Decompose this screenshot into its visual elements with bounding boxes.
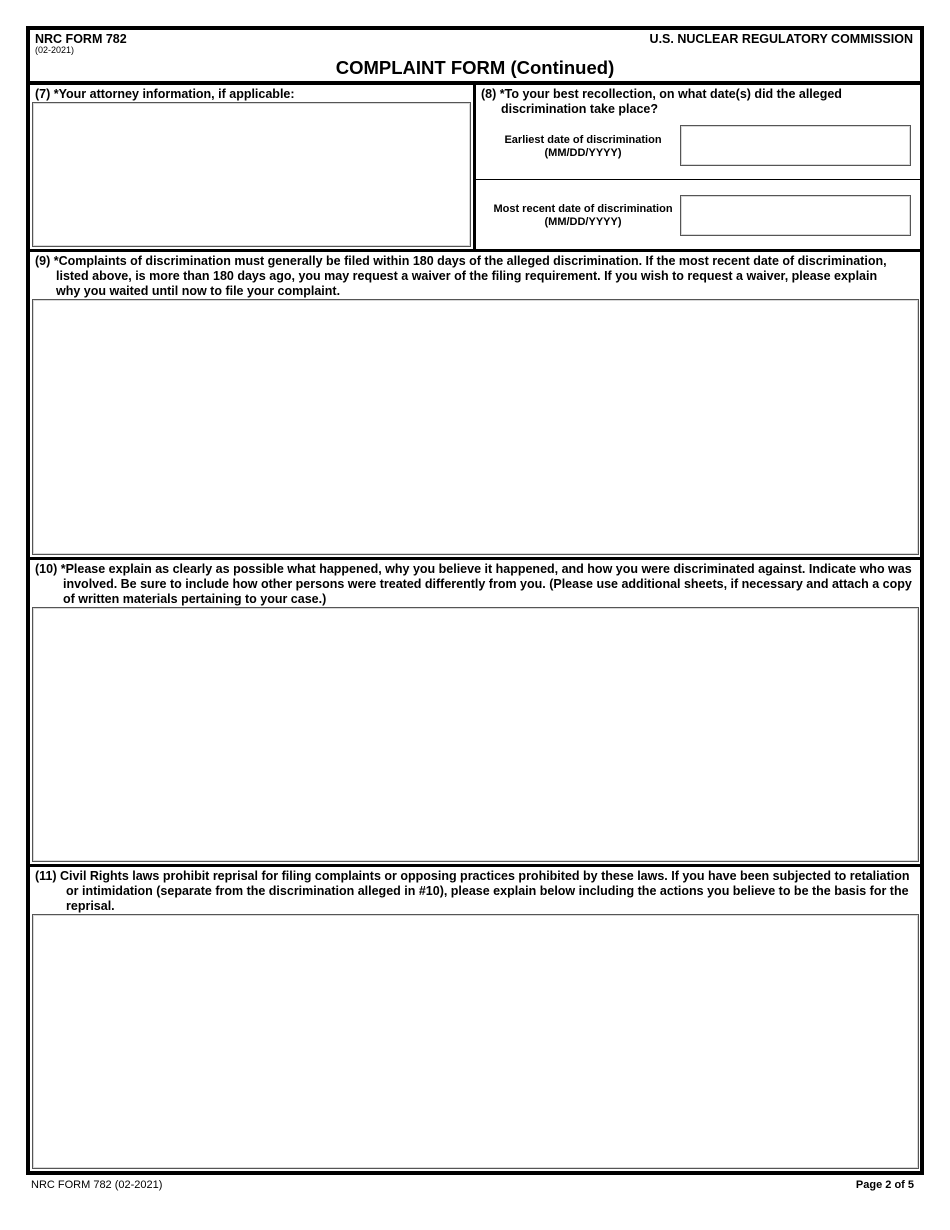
question-9-line2: listed above, is more than 180 days ago, you may request a waiver of the filing requirement. If you wish to request a waiver, please explain: [56, 269, 878, 283]
question-11: [35, 869, 921, 914]
waiver-explanation-field[interactable]: [32, 299, 919, 555]
question-7-text: *Your attorney information, if applicable:: [53, 87, 295, 101]
section-divider-11: [26, 864, 924, 867]
question-10: [35, 562, 921, 607]
recent-date-label-line2: (MM/DD/YYYY): [544, 216, 622, 228]
form-title: COMPLAINT FORM (Continued): [335, 57, 615, 78]
reprisal-explanation-field[interactable]: [32, 914, 919, 1169]
column-divider: [473, 83, 476, 251]
recent-date-label-line1: Most recent date of discrimination: [493, 203, 673, 215]
question-8-line2: discrimination take place?: [501, 102, 658, 116]
date-divider: [475, 179, 924, 180]
footer-form-id: NRC FORM 782 (02-2021): [31, 1179, 163, 1191]
question-11-line1: Civil Rights laws prohibit reprisal for filing complaints or opposing practices prohibited by these laws. If you have been subjected to retaliation: [60, 869, 910, 883]
recent-date-field[interactable]: [680, 195, 911, 236]
attorney-info-field[interactable]: [32, 102, 471, 247]
question-11-number: (11): [35, 869, 57, 883]
earliest-date-label-line1: Earliest date of discrimination: [504, 134, 662, 146]
question-8: [481, 87, 921, 117]
question-9-line3: why you waited until now to file your complaint.: [56, 284, 341, 298]
question-7: [35, 87, 470, 102]
question-10-line2: involved. Be sure to include how other persons were treated differently from you. (Please use additional sheets, if necessary and attach a copy: [63, 577, 912, 591]
question-9-line1: *Complaints of discrimination must generally be filed within 180 days of the alleged discrimination. If the most recent date of discrimination,: [53, 254, 887, 268]
question-11-line3: reprisal.: [66, 899, 115, 913]
form-revision: (02-2021): [35, 45, 75, 55]
question-10-number: (10): [35, 562, 58, 576]
question-10-line1: *Please explain as clearly as possible what happened, why you believe it happened, and how you were discriminated against. Indicate who was: [60, 562, 912, 576]
question-10-line3: of written materials pertaining to your case.): [63, 592, 327, 606]
section-divider-10: [26, 557, 924, 560]
earliest-date-label: [492, 134, 674, 160]
question-11-line2: or intimidation (separate from the discrimination alleged in #10), please explain below including the actions you believe to be the basis for the: [66, 884, 909, 898]
question-9: [35, 254, 921, 299]
question-9-number: (9): [35, 254, 51, 268]
question-8-number: (8): [481, 87, 497, 101]
earliest-date-label-line2: (MM/DD/YYYY): [544, 147, 622, 159]
question-7-number: (7): [35, 87, 51, 101]
agency-name: U.S. NUCLEAR REGULATORY COMMISSION: [649, 32, 913, 46]
page-number: Page 2 of 5: [855, 1179, 914, 1191]
discrimination-explanation-field[interactable]: [32, 607, 919, 862]
form-id: NRC FORM 782: [35, 32, 127, 46]
earliest-date-field[interactable]: [680, 125, 911, 166]
recent-date-label: [488, 203, 678, 229]
question-8-line1: *To your best recollection, on what date(s) did the alleged: [499, 87, 842, 101]
